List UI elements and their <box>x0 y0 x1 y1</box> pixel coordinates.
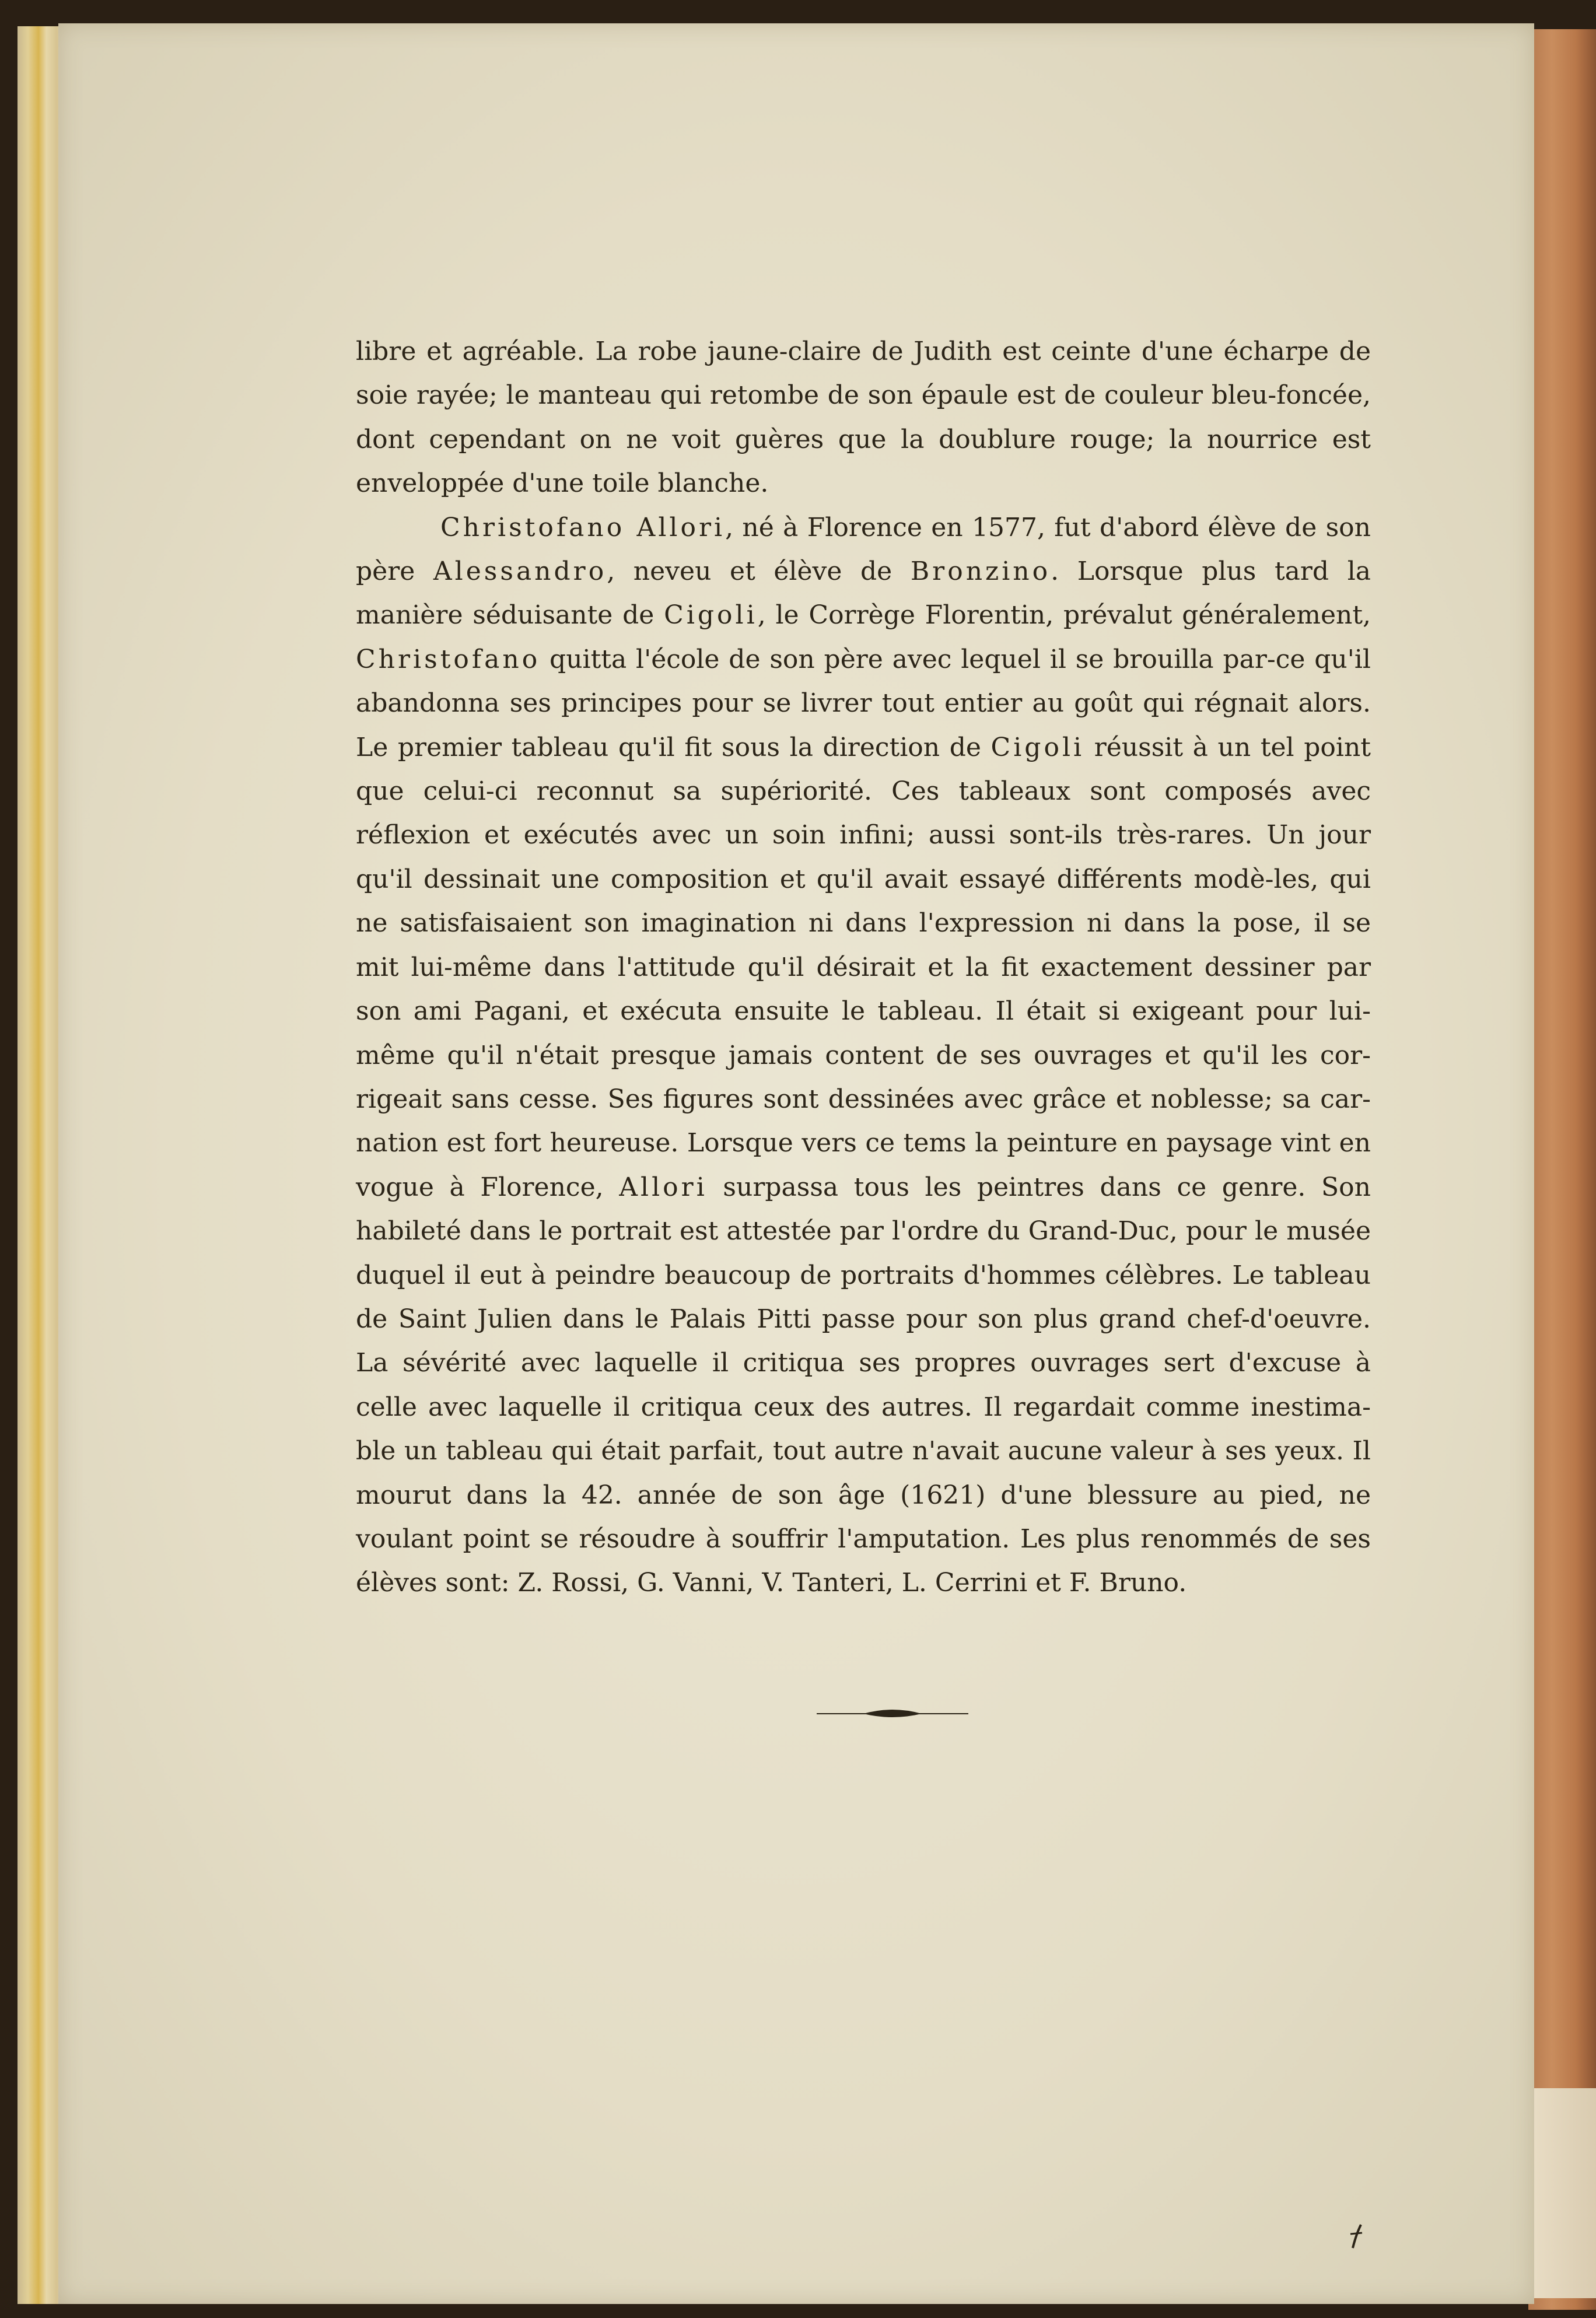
ink-mark-icon <box>1345 2222 1368 2252</box>
person-name: Alessandro <box>433 556 607 587</box>
paragraph <box>356 330 1371 506</box>
body-text <box>356 330 1371 1605</box>
text-run: , le Corrège Florentin, prévalut généralement, <box>757 600 1371 631</box>
text-run: réussit à un tel point que celui-ci reconnut sa supériorité. Ces tableaux sont composés avec réflexion et exécutés avec un soin infini; aussi sont-ils très-rares. Un jour qu'il dessinait une composition et qu'il avait essayé différents modè-les, qui ne satisfaisaient son imagination ni dans l'expression ni dans la pose, il se mit lui-même dans l'attitude qu'il désirait et la fit exactement dessiner par son ami Pagani, et exécuta ensuite le tableau. Il était si exigeant pour lui-même qu'il n'était presque jamais content de ses ouvrages et qu'il les cor-rigeait sans cesse. Ses figures sont dessinées avec grâce et noblesse; sa car-nation est fort heureuse. Lorsque vers ce tems la peinture en paysage vint en vogue à Florence, <box>356 732 1371 1202</box>
text-run: , neveu et élève de <box>607 556 911 587</box>
person-name: Allori <box>619 1172 708 1202</box>
text-run: surpassa tous les peintres dans ce genre. Son habileté dans le portrait est attestée par l'ordre du Grand-Duc, pour le musée duquel il eut à peindre beaucoup de portraits d'hommes célèbres. Le tableau de Saint Julien dans le Palais Pitti passe pour son plus grand chef-d'oeuvre. La sévérité avec laquelle il critiqua ses propres ouvrages sert d'excuse à celle avec laquelle il critiqua ceux des autres. Il regardait comme inestima-ble un tableau qui était parfait, tout autre n'avait aucune valeur à ses yeux. Il mourut dans la 42. année de son âge (1621) d'une blessure au pied, ne voulant point se résoudre à souffrir l'amputation. Les plus renommés de ses élèves sont: Z. Rossi, G. Vanni, V. Tanteri, L. Cerrini et F. Bruno. <box>356 1172 1371 1598</box>
person-name: Cigoli <box>991 732 1085 762</box>
text-run: , né à Florence en 1577, fut d'abord élève de son père <box>356 512 1371 587</box>
person-name: Christofano Allori <box>440 512 726 542</box>
person-name: Cigoli <box>664 600 758 631</box>
text-run: . Lorsque plus tard la manière séduisante de <box>356 556 1371 631</box>
adjacent-page-strip <box>1534 2088 1596 2298</box>
ornamental-rule-icon <box>817 1703 968 1724</box>
person-name: Christofano <box>356 644 541 674</box>
person-name: Bronzino <box>910 556 1051 587</box>
text-run: libre et agréable. La robe jaune-claire de Judith est ceinte d'une écharpe de soie rayée; le manteau qui retombe de son épaule est de couleur bleu-foncée, dont cependant on ne voit guères que la doublure rouge; la nourrice est enveloppée d'une toile blanche. <box>356 337 1371 499</box>
adjacent-page-edge <box>1528 29 1596 2310</box>
paragraph <box>356 506 1371 1605</box>
text-run: quitta l'école de son père avec lequel il se brouilla par-ce qu'il abandonna ses principes pour se livrer tout entier au goût qui régnait alors. Le premier tableau qu'il fit sous la direction de <box>356 644 1371 762</box>
